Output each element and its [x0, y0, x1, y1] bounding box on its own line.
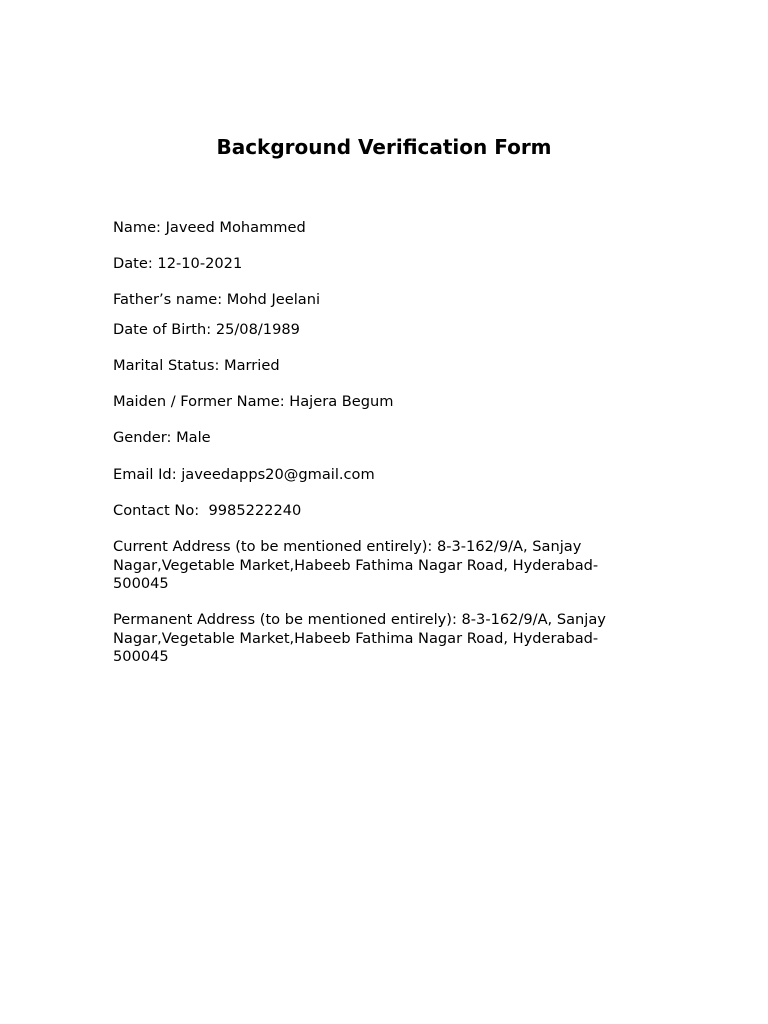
contact-field: Contact No: 9985222240: [113, 502, 302, 519]
date-of-birth-field: Date of Birth: 25/08/1989: [113, 321, 300, 338]
marital-status-field: Marital Status: Married: [113, 357, 280, 374]
email-field: Email Id: javeedapps20@gmail.com: [113, 466, 375, 483]
permanent-address-field: Permanent Address (to be mentioned entirely): 8-3-162/9/A, Sanjay Nagar,Vegetable Market,Habeeb Fathima Nagar Road, Hyderabad-500045: [113, 611, 611, 665]
current-address-field: Current Address (to be mentioned entirely): 8-3-162/9/A, Sanjay Nagar,Vegetable Market,Habeeb Fathima Nagar Road, Hyderabad-500045: [113, 538, 599, 592]
name-field: Name: Javeed Mohammed: [113, 219, 306, 236]
gender-field: Gender: Male: [113, 429, 211, 446]
date-field: Date: 12-10-2021: [113, 255, 243, 272]
fathers-name-field: Father’s name: Mohd Jeelani: [113, 291, 321, 308]
page-title: Background Verification Form: [216, 135, 552, 159]
maiden-name-field: Maiden / Former Name: Hajera Begum: [113, 393, 394, 410]
